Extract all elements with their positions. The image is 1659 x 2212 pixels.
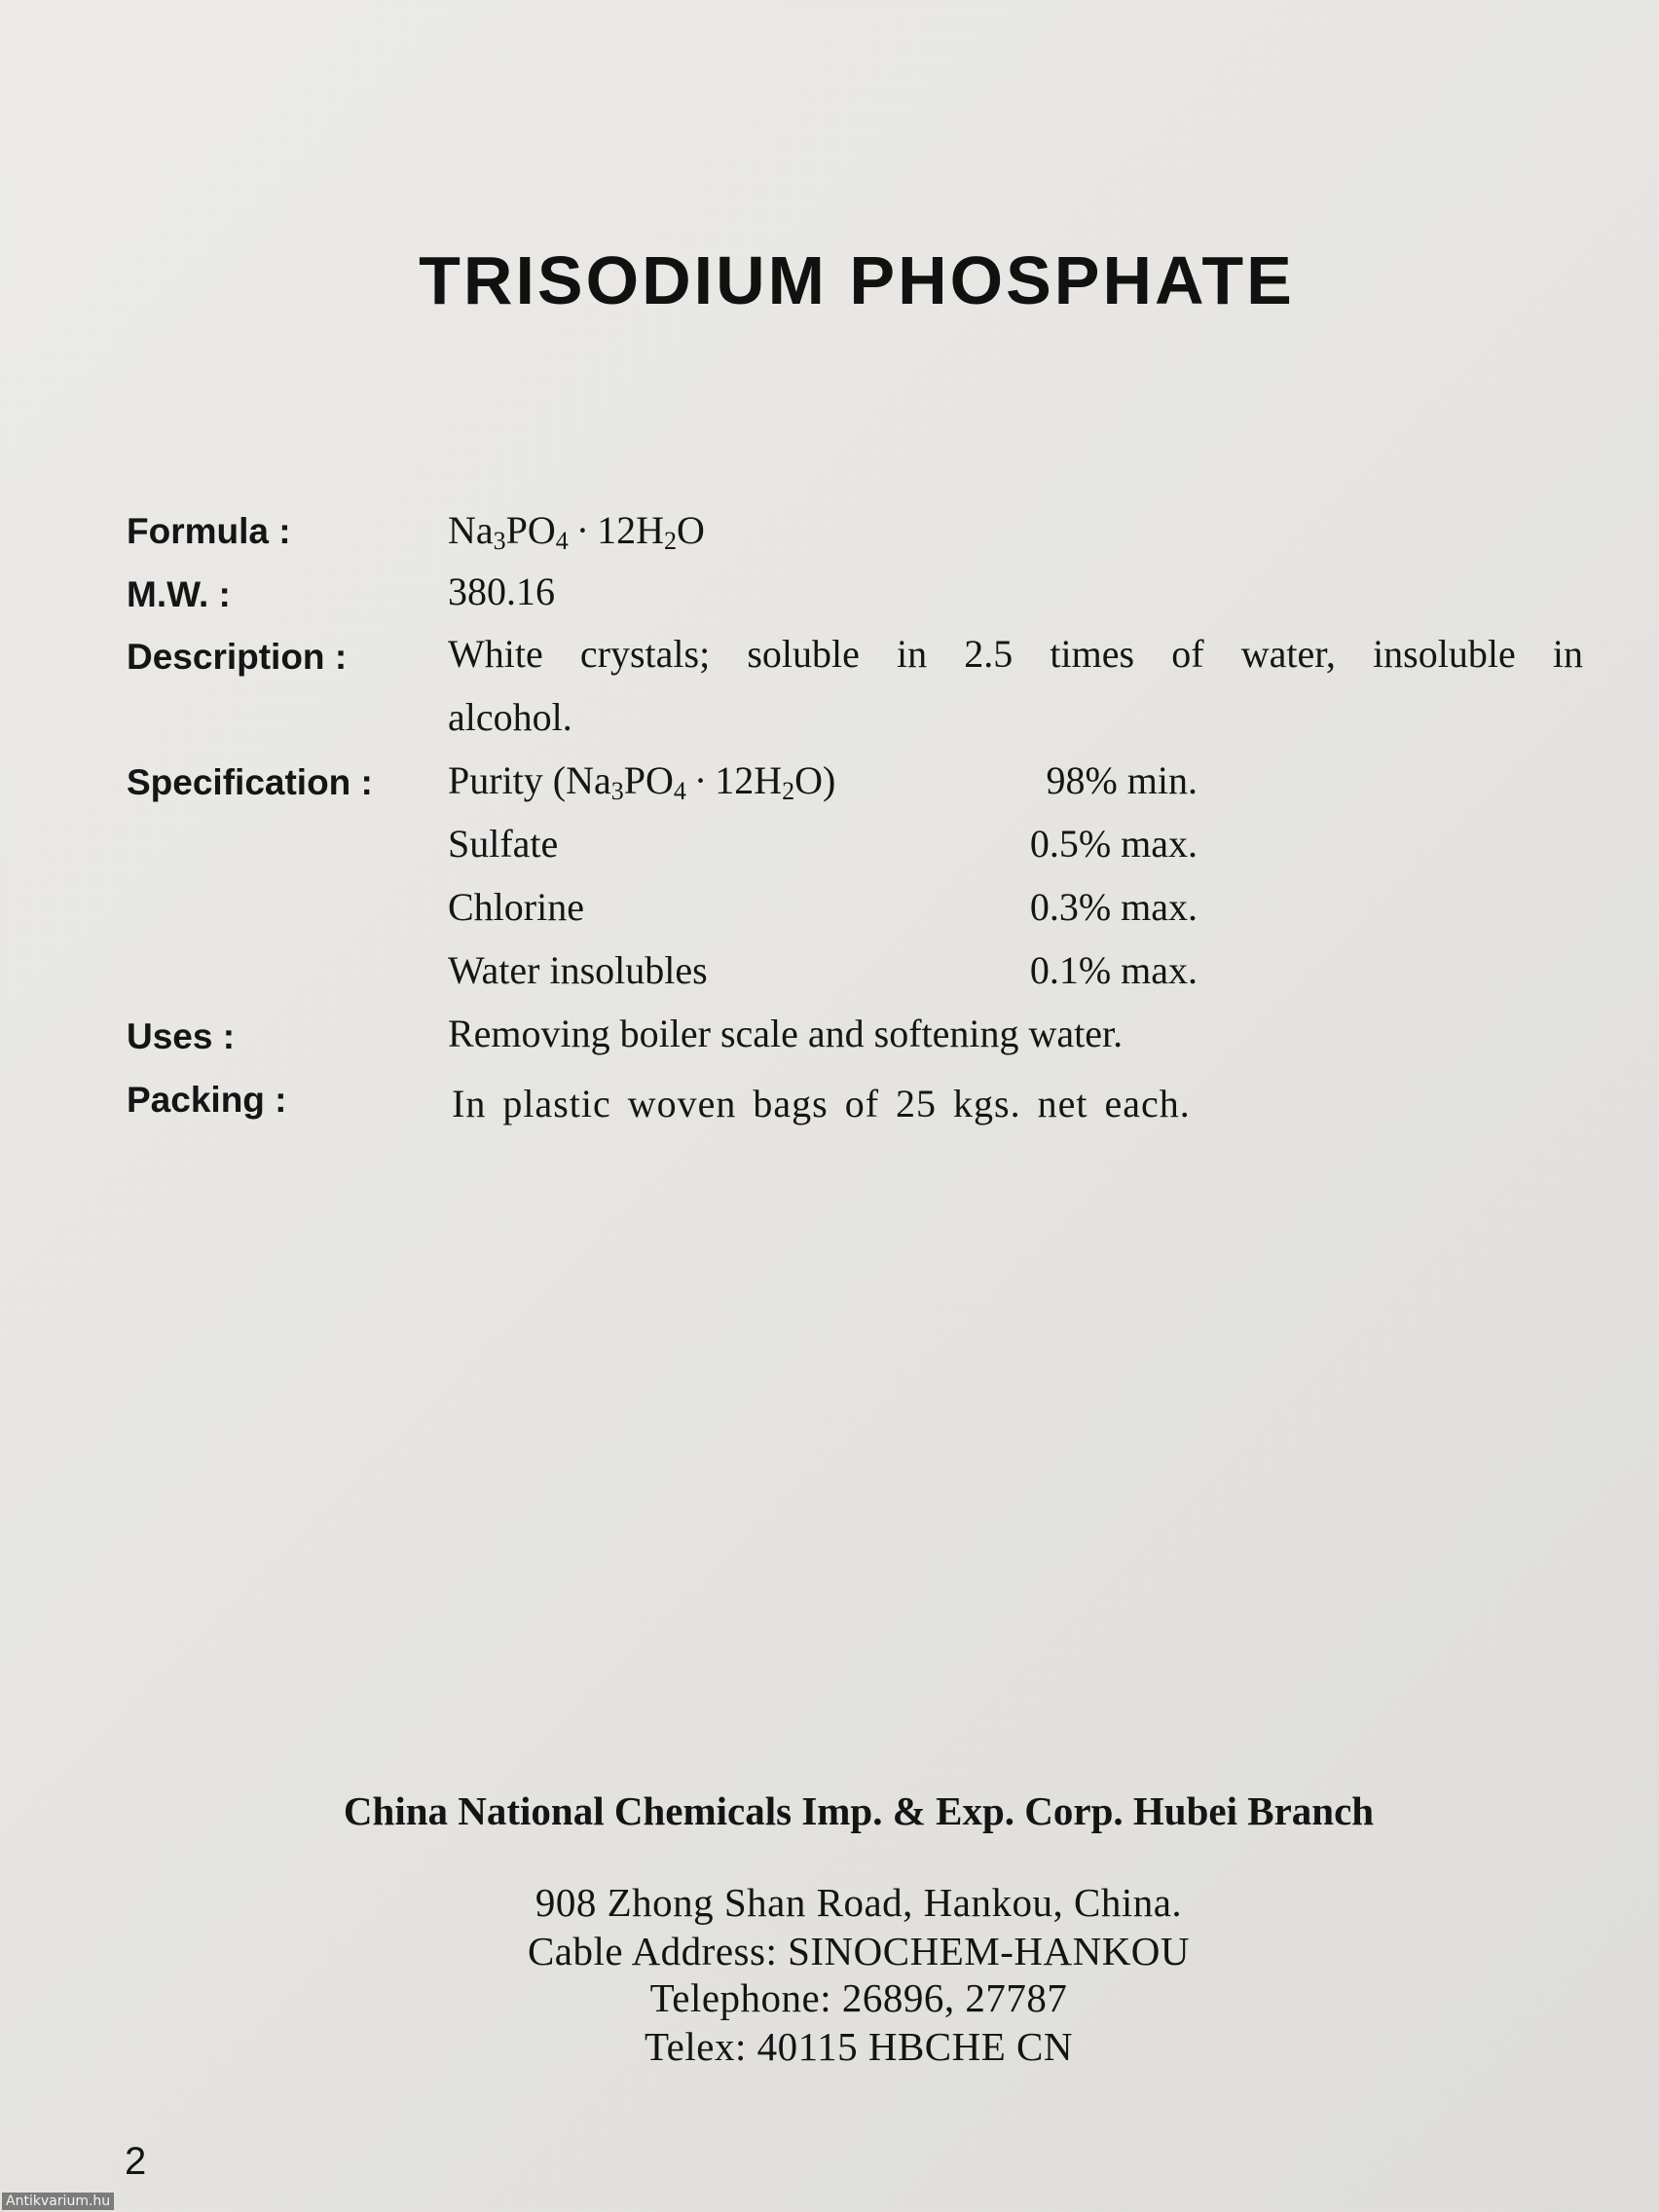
spec-chlorine-value: 0.3% max. [1029, 885, 1198, 929]
spec-purity-value: 98% min. [1046, 758, 1198, 802]
spec-water-insolubles-value: 0.1% max. [1029, 948, 1198, 992]
mw-value: 380.16 [448, 570, 555, 613]
mw-label: M.W. : [127, 574, 231, 614]
formula-label: Formula : [127, 511, 291, 551]
spec-water-insolubles-name: Water insolubles [448, 948, 708, 992]
company-telex: Telex: 40115 HBCHE CN [645, 2024, 1073, 2069]
uses-label: Uses : [127, 1016, 236, 1056]
spec-sulfate-value: 0.5% max. [1029, 822, 1198, 866]
company-address: 908 Zhong Shan Road, Hankou, China. [535, 1880, 1183, 1925]
specification-label: Specification : [127, 762, 373, 802]
description-label: Description : [127, 637, 348, 677]
page-number: 2 [125, 2140, 147, 2183]
spec-purity-name: Purity $(Na_3PO_4 \cdot 12H_2O)$ [448, 758, 836, 805]
company-cable-address: Cable Address: SINOCHEM-HANKOU [527, 1929, 1191, 1973]
packing-value: In plastic woven bags of 25 kgs. net each. [452, 1082, 1191, 1125]
company-telephone: Telephone: 26896, 27787 [649, 1975, 1068, 2020]
spec-chlorine-name: Chlorine [448, 885, 584, 929]
page-title: TRISODIUM PHOSPHATE [419, 242, 1295, 318]
description-line-1: White crystals; soluble in 2.5 times of water, insoluble in [448, 632, 1583, 676]
spec-sulfate-name: Sulfate [448, 822, 559, 866]
uses-value: Removing boiler scale and softening water. [448, 1012, 1124, 1055]
packing-label: Packing : [127, 1080, 287, 1120]
company-name: China National Chemicals Imp. & Exp. Corp. Hubei Branch [343, 1788, 1375, 1833]
watermark: Antikvarium.hu [2, 2193, 114, 2210]
description-line-2: alcohol. [448, 695, 572, 739]
formula-value: $Na_3PO_4 \cdot 12H_2O$ [448, 508, 705, 555]
